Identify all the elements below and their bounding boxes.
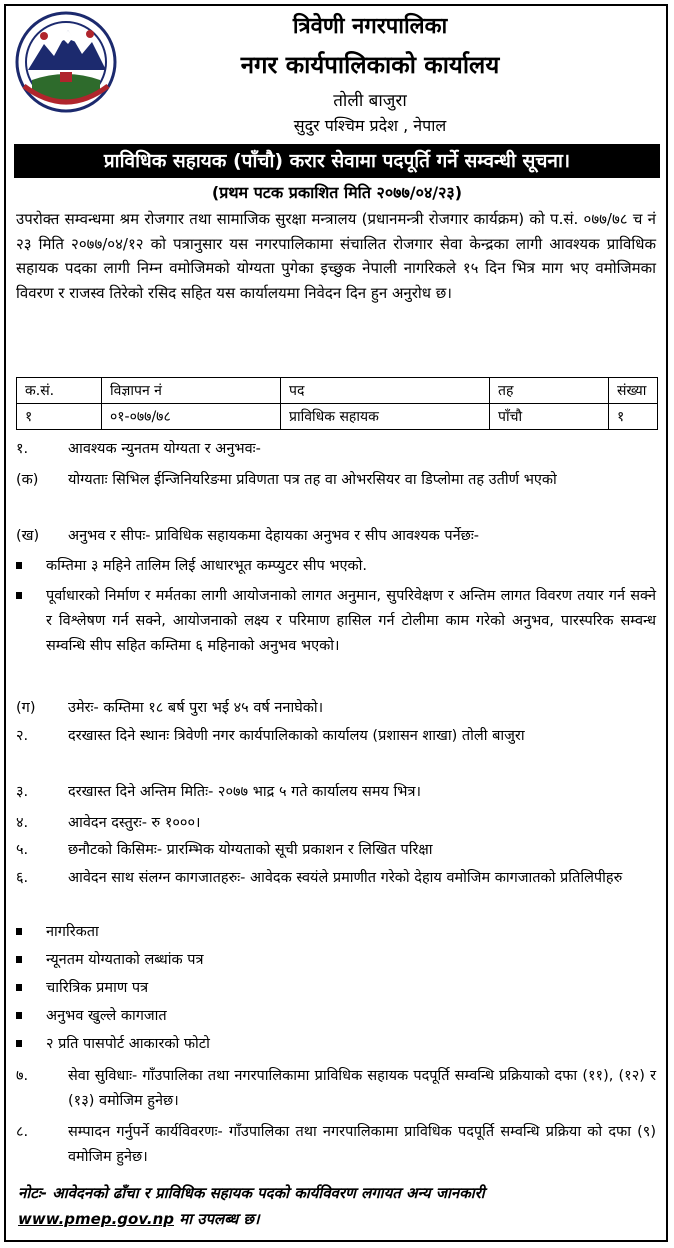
list-item: [16, 811, 656, 835]
list-item: [16, 524, 656, 548]
list-item: [16, 468, 656, 493]
list-item: [16, 1120, 656, 1170]
table-cell: पाँचौ: [490, 404, 609, 430]
list-item: [16, 696, 656, 720]
table-header-row: [17, 378, 658, 404]
note-suffix: मा उपलब्ध छ।: [179, 1210, 260, 1228]
item-number: ७.: [16, 1068, 29, 1084]
item-text: नागरिकता: [46, 924, 99, 940]
office-name: नगर कार्यपालिकाको कार्यालय: [240, 51, 500, 79]
item-text: पूर्वाधारको निर्माण र मर्मतका लागी आयोजनाको लागत अनुमान, सुपरिवेक्षण र अन्तिम लागत विवरण तयार गर्न सक्ने र विश्लेषण गर्न सक्ने, आयोजनाको लक्ष्य र परिमाण हासिल गर्न टोलीमा काम गरेको अनुभव, पारस्परिक सम्वन्ध सम्वन्धि सीप सहित कम्तिमा ६ महिनाको अनुभव भएको।: [46, 588, 656, 654]
bullet-icon: [16, 592, 22, 599]
item-text: न्यूनतम योग्यताको लब्धांक पत्र: [46, 952, 204, 968]
item-number: (ग): [16, 700, 36, 716]
list-item: [16, 920, 656, 944]
bullet-icon: [16, 984, 22, 991]
municipality-emblem-logo: [14, 10, 118, 114]
item-text: सम्पादन गर्नुपर्ने कार्यविवरणः- गाँउपालिका तथा नगरपालिकामा प्राविधिक पदपूर्ति सम्वन्धि प्रक्रिया को दफा (९) वमोजिम हुनेछ।: [68, 1124, 656, 1165]
list-item: [16, 976, 656, 1000]
item-text: कम्तिमा ३ महिने तालिम लिई आधारभूत कम्प्युटर सीप भएको.: [46, 558, 368, 574]
bullet-icon: [16, 1012, 22, 1019]
item-number: (क): [16, 472, 39, 488]
item-number: ५.: [16, 842, 29, 858]
table-header-cell: संख्या: [609, 378, 658, 404]
item-number: (ख): [16, 528, 40, 544]
list-item: [16, 1032, 656, 1056]
item-text: सेवा सुविधाः- गाँउपालिका तथा नगरपालिकामा प्राविधिक सहायक पदपूर्ति सम्वन्धि प्रक्रियाको दफा (११), (१२) र (१३) वमोजिम हुनेछ।: [68, 1068, 656, 1109]
item-number: ६.: [16, 870, 29, 886]
intro-paragraph: उपरोक्त सम्वन्धमा श्रम रोजगार तथा सामाजिक सुरक्षा मन्त्रालय (प्रधानमन्त्री रोजगार कार्यक्रम) को प.सं. ०७७/७८ च नं २३ मिति २०७७/०४/१२ को पत्रानुसार यस नगरपालिकामा संचालित रोजगार सेवा केन्द्रका लागी आवश्यक प्राविधिक सहायक पदका लागी निम्न वमोजिमको योग्यता पुगेका इच्छुक नेपाली नागरिकले १५ दिन भित्र माग भए वमोजिमका विवरण र राजस्व तिरेको रसिद सहित यस कार्यालयमा निवेदन दिन हुन अनुरोध छ।: [16, 210, 656, 303]
bullet-icon: [16, 562, 22, 569]
note-prefix: नोटः- आवेदनको ढाँचा र प्राविधिक सहायक पदको कार्यविवरण लगायत अन्य जानकारी: [18, 1184, 485, 1202]
bullet-icon: [16, 928, 22, 935]
item-text: आवश्यक न्युनतम योग्यता र अनुभवः-: [68, 441, 261, 457]
footer-note: [18, 1180, 658, 1232]
table-cell: १: [17, 404, 102, 430]
table-row: [17, 404, 658, 430]
notice-title: प्राविधिक सहायक (पाँचौ) करार सेवामा पदपूर्ति गर्ने सम्वन्धी सूचना।: [14, 144, 660, 178]
table-cell: १: [609, 404, 658, 430]
item-text: आवेदन साथ संलग्न कागजातहरुः- आवेदक स्वयंले प्रमाणीत गरेको देहाय वमोजिम कागजातको प्रतिलिपीहरु: [68, 870, 623, 886]
list-item: [16, 554, 656, 578]
list-item: [16, 948, 656, 972]
item-text: छनौटको किसिमः- प्रारम्भिक योग्यताको सूची प्रकाशन र लिखित परिक्षा: [68, 842, 433, 858]
website-link[interactable]: www.pmep.gov.np: [18, 1210, 174, 1228]
municipality-name: त्रिवेणी नगरपालिका: [292, 14, 448, 39]
item-text: आवेदन दस्तुरः- रु १०००।: [68, 815, 201, 831]
item-number: ८.: [16, 1124, 29, 1140]
table-cell: ०१-०७७/७८: [102, 404, 281, 430]
table-header-cell: क.सं.: [17, 378, 102, 404]
item-text: दरखास्त दिने स्थानः त्रिवेणी नगर कार्यपालिकाको कार्यालय (प्रशासन शाखा) तोली बाजुरा: [68, 728, 525, 744]
item-text: योग्यताः सिभिल ईन्जिनियरिङमा प्रविणता पत्र तह वा ओभरसियर वा डिप्लोमा तह उतीर्ण भएको: [68, 472, 557, 488]
list-item: [16, 1064, 656, 1114]
table-header-cell: तह: [490, 378, 609, 404]
item-text: चारित्रिक प्रमाण पत्र: [46, 980, 149, 996]
table-cell: प्राविधिक सहायक: [281, 404, 490, 430]
item-text: दरखास्त दिने अन्तिम मितिः- २०७७ भाद्र ५ गते कार्यालय समय भित्र।: [68, 784, 421, 800]
item-text: अनुभव खुल्ले कागजात: [46, 1008, 167, 1024]
publish-date: (प्रथम पटक प्रकाशित मिति २०७७/०४/२३): [211, 183, 463, 202]
list-item: [16, 584, 656, 659]
item-text: अनुभव र सीपः- प्राविधिक सहायकमा देहायका अनुभव र सीप आवश्यक पर्नेछः-: [68, 528, 479, 544]
item-text: उमेरः- कम्तिमा १८ बर्ष पुरा भई ४५ वर्ष ननाघेको।: [68, 700, 324, 716]
bullet-icon: [16, 956, 22, 963]
list-item: [16, 437, 656, 461]
province-name: सुदुर पश्चिम प्रदेश , नेपाल: [293, 116, 447, 135]
list-item: [16, 780, 656, 804]
table-header-cell: विज्ञापन नं: [102, 378, 281, 404]
bullet-icon: [16, 1040, 22, 1047]
item-number: ४.: [16, 815, 29, 831]
list-item: [16, 1004, 656, 1028]
list-item: [16, 866, 656, 891]
item-number: ३.: [16, 784, 29, 800]
list-item: [16, 724, 656, 749]
vacancy-table: [16, 377, 658, 430]
table-header-cell: पद: [281, 378, 490, 404]
item-number: १.: [16, 441, 29, 457]
item-number: २.: [16, 728, 29, 744]
office-location: तोली बाजुरा: [333, 91, 407, 111]
item-text: २ प्रति पासपोर्ट आकारको फोटो: [46, 1036, 210, 1052]
list-item: [16, 838, 656, 862]
